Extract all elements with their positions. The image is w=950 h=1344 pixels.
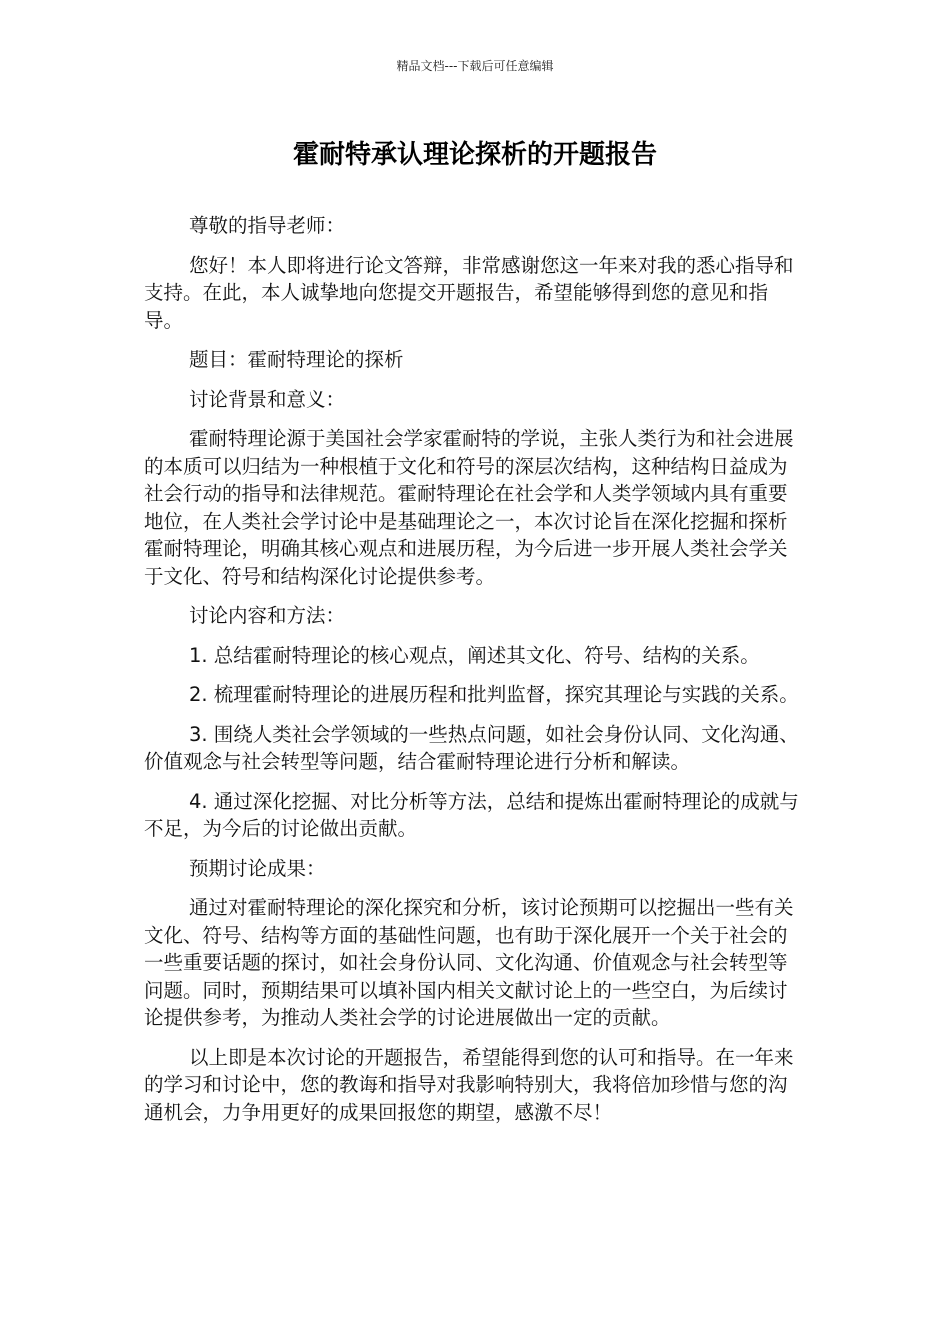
outcomes-paragraph: 通过对霍耐特理论的深化探究和分析，该讨论预期可以挖掘出一些有关文化、符号、结构等方面的基础性问题，也有助于深化展开一个关于社会的一些重要话题的探讨，如社会身份认同、文化沟通、价值观念与社会转型等问题。同时，预期结果可以填补国内相关文献讨论上的一些空白，为后续讨论提供参考，为推动人类社会学的讨论进展做出一定的贡献。 [144, 896, 794, 1029]
document-body [144, 212, 802, 1138]
section-heading-outcomes: 预期讨论成果： [189, 856, 326, 880]
method-item-4: 4. 通过深化挖掘、对比分析等方法，总结和提炼出霍耐特理论的成就与不足，为今后的讨论做出贡献。 [144, 789, 799, 840]
topic-line: 题目：霍耐特理论的探析 [189, 348, 404, 371]
page-header: 精品文档---下载后可任意编辑 [396, 59, 554, 73]
method-item-3: 3. 围绕人类社会学领域的一些热点问题，如社会身份认同、文化沟通、价值观念与社会转型等问题，结合霍耐特理论进行分析和解读。 [144, 722, 799, 773]
greeting-paragraph: 您好！本人即将进行论文答辩，非常感谢您这一年来对我的悉心指导和支持。在此，本人诚挚地向您提交开题报告，希望能够得到您的意见和指导。 [144, 253, 794, 332]
method-item-2: 2. 梳理霍耐特理论的进展历程和批判监督，探究其理论与实践的关系。 [189, 683, 799, 706]
section-heading-methods: 讨论内容和方法： [189, 604, 346, 627]
section-heading-background: 讨论背景和意义： [189, 387, 346, 411]
background-paragraph: 霍耐特理论源于美国社会学家霍耐特的学说，主张人类行为和社会进展的本质可以归结为一种根植于文化和符号的深层次结构，这种结构日益成为社会行动的指导和法律规范。霍耐特理论在社会学和人类学领域内具有重要地位，在人类社会学讨论中是基础理论之一，本次讨论旨在深化挖掘和探析霍耐特理论，明确其核心观点和进展历程，为今后进一步开展人类社会学关于文化、符号和结构深化讨论提供参考。 [144, 427, 794, 588]
method-item-1: 1. 总结霍耐特理论的核心观点，阐述其文化、符号、结构的关系。 [189, 643, 760, 667]
closing-paragraph: 以上即是本次讨论的开题报告，希望能得到您的认可和指导。在一年来的学习和讨论中，您的教诲和指导对我影响特别大，我将倍加珍惜与您的沟通机会，力争用更好的成果回报您的期望，感激不尽！ [144, 1045, 794, 1124]
salutation: 尊敬的指导老师： [189, 214, 346, 237]
document-title: 霍耐特承认理论探析的开题报告 [292, 140, 657, 170]
